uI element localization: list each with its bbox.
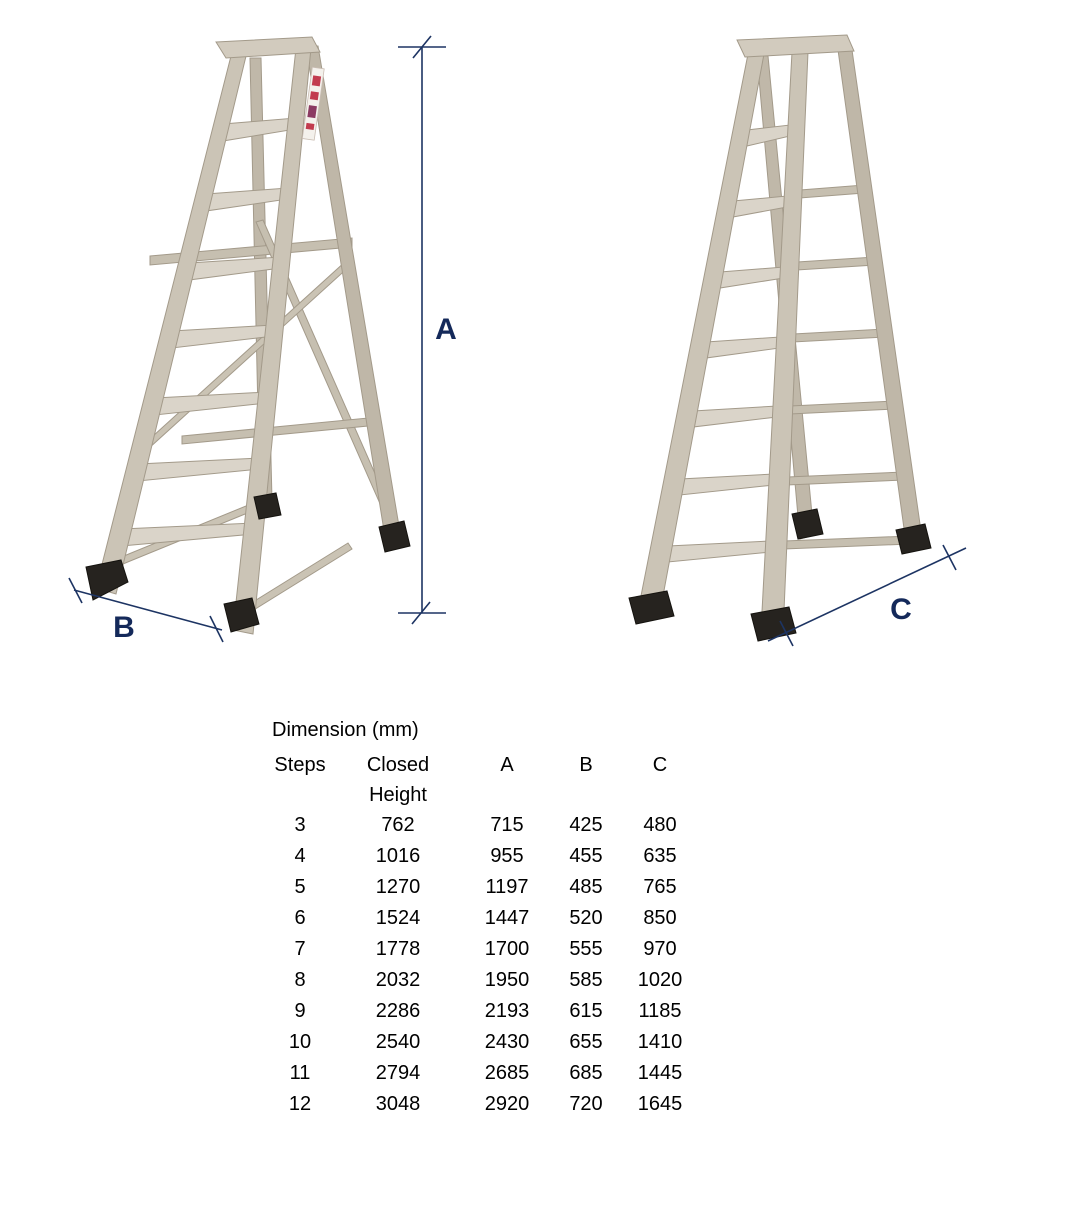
table-row	[255, 872, 711, 903]
front-left-rail	[639, 54, 764, 612]
table-cell: 1447	[484, 907, 530, 929]
table-cell: 11	[289, 1062, 311, 1084]
dimension-label-c: C	[890, 593, 912, 626]
table-cell: 685	[569, 1062, 603, 1084]
table-cell: 585	[569, 969, 603, 991]
table-cell: 2685	[484, 1062, 530, 1084]
table-cell: 2286	[375, 1000, 421, 1022]
rear-right-rail	[838, 50, 922, 543]
table-cell: 2430	[484, 1031, 530, 1053]
table-row	[255, 1027, 711, 1058]
table-cell: 1645	[637, 1093, 683, 1115]
dimension-label-b: B	[113, 611, 135, 644]
column-header-c: C	[652, 754, 668, 776]
table-cell: 1270	[375, 876, 421, 898]
front-left-rail	[96, 52, 247, 594]
table-row	[255, 965, 711, 996]
top-cap	[737, 35, 854, 57]
table-row	[255, 841, 711, 872]
table-cell: 2794	[375, 1062, 421, 1084]
table-row	[255, 810, 711, 841]
tick-mark	[69, 578, 82, 603]
table-cell: 1016	[375, 845, 421, 867]
table-cell: 425	[569, 814, 603, 836]
left-ladder-image	[86, 37, 410, 634]
column-header-steps: Steps	[274, 754, 326, 776]
table-cell: 765	[643, 876, 677, 898]
table-cell: 3048	[375, 1093, 421, 1115]
column-header-closed-height: Closed Height	[366, 754, 430, 806]
table-cell: 3	[294, 814, 306, 836]
dimension-label-a: A	[435, 313, 457, 346]
table-cell: 1410	[637, 1031, 683, 1053]
table-cell: 615	[569, 1000, 603, 1022]
table-cell: 1185	[638, 1000, 682, 1022]
dimension-table	[255, 750, 711, 1120]
table-cell: 520	[569, 907, 603, 929]
table-cell: 5	[294, 876, 306, 898]
column-header-a: A	[500, 754, 514, 776]
table-cell: 7	[294, 938, 306, 960]
table-cell: 715	[490, 814, 524, 836]
step	[206, 188, 288, 211]
column-header-b: B	[579, 754, 593, 776]
table-cell: 480	[643, 814, 677, 836]
step	[138, 458, 260, 481]
table-cell: 6	[294, 907, 306, 929]
table-cell: 2920	[484, 1093, 530, 1115]
lower-crossbar	[182, 418, 368, 444]
table-cell: 455	[569, 845, 603, 867]
table-header-row	[255, 750, 711, 810]
step	[155, 392, 267, 415]
table-cell: 1700	[484, 938, 530, 960]
table-cell: 1524	[375, 907, 421, 929]
table-row	[255, 934, 711, 965]
table-cell: 970	[643, 938, 677, 960]
table-cell: 485	[569, 876, 603, 898]
table-cell: 720	[569, 1093, 603, 1115]
table-cell: 2032	[375, 969, 421, 991]
right-ladder-image	[629, 35, 931, 641]
table-cell: 955	[490, 845, 524, 867]
table-row	[255, 1089, 711, 1120]
dimension-table-body	[255, 810, 711, 1120]
table-cell: 1020	[637, 969, 683, 991]
table-cell: 2540	[375, 1031, 421, 1053]
table-cell: 762	[381, 814, 415, 836]
table-cell: 12	[288, 1093, 312, 1115]
table-cell: 555	[569, 938, 603, 960]
dimension-line-c	[768, 545, 966, 646]
table-row	[255, 1058, 711, 1089]
table-cell: 1778	[375, 938, 421, 960]
table-cell: 4	[294, 845, 306, 867]
table-cell: 10	[288, 1031, 312, 1053]
table-cell: 8	[294, 969, 306, 991]
table-cell: 1950	[484, 969, 530, 991]
table-cell: 655	[569, 1031, 603, 1053]
table-row	[255, 996, 711, 1027]
table-cell: 9	[294, 1000, 306, 1022]
table-cell: 1197	[485, 876, 529, 898]
step	[122, 523, 254, 546]
table-title: Dimension (mm)	[272, 719, 419, 741]
table-row	[255, 903, 711, 934]
table-cell: 850	[643, 907, 677, 929]
table-cell: 2193	[484, 1000, 530, 1022]
table-cell: 1445	[637, 1062, 683, 1084]
table-cell: 635	[643, 845, 677, 867]
